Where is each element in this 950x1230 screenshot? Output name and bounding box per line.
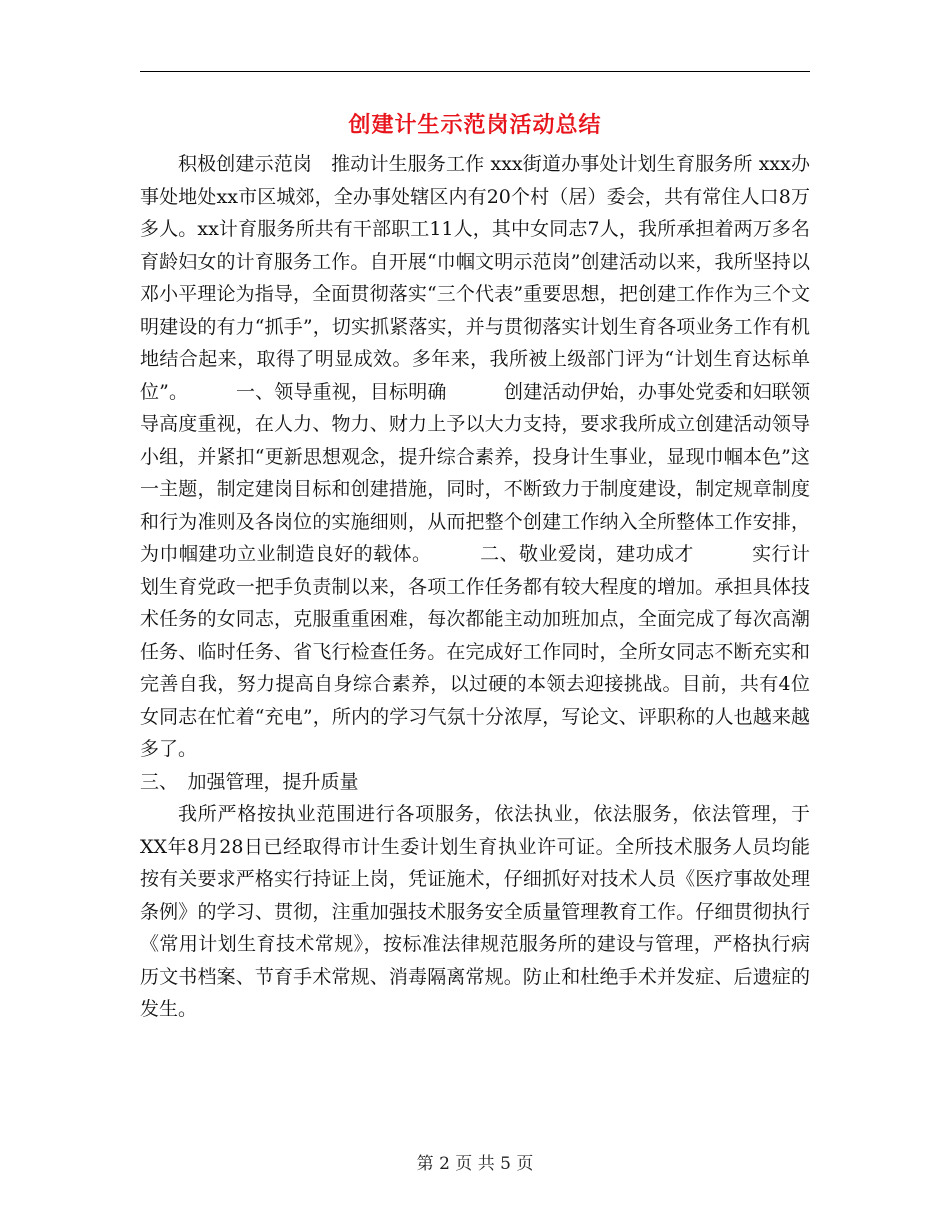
body-paragraph-1: 积极创建示范岗 推动计生服务工作 xxx街道办事处计划生育服务所 xxx办事处地处xx市区城郊，全办事处辖区内有20个村（居）委会，共有常住人口8万多人。xx计育服务所共有干部职工11人，其中女同志7人，我所承担着两万多名育龄妇女的计育服务工作。自开展“巾帼文明示范岗”创建活动以来，我所坚持以邓小平理论为指导，全面贯彻落实“三个代表”重要思想，把创建工作作为三个文明建设的有力“抓手”，切实抓紧落实，并与贯彻落实计划生育各项业务工作有机地结合起来，取得了明显成效。多年来，我所被上级部门评为“计划生育达标单位”。 一、领导重视，目标明确 创建活动伊始，办事处党委和妇联领导高度重视，在人力、物力、财力上予以大力支持，要求我所成立创建活动领导小组，并紧扣“更新思想观念，提升综合素养，投身计生事业，显现巾帼本色”这一主题，制定建岗目标和创建措施，同时，不断致力于制度建设，制定规章制度和行为准则及各岗位的实施细则，从而把整个创建工作纳入全所整体工作安排，为巾帼建功立业制造良好的载体。 二、敬业爱岗，建功成才 实行计划生育党政一把手负责制以来，各项工作任务都有较大程度的增加。承担具体技术任务的女同志，克服重重困难，每次都能主动加班加点，全面完成了每次高潮任务、临时任务、省飞行检查任务。在完成好工作同时，全所女同志不断充实和完善自我，努力提高自身综合素养，以过硬的本领去迎接挑战。目前，共有4位女同志在忙着“充电”，所内的学习气氛十分浓厚，写论文、评职称的人也越来越多了。 [140, 153, 810, 760]
page-number-footer: 第 2 页 共 5 页 [416, 1154, 534, 1174]
document-title: 创建计生示范岗活动总结 [348, 112, 602, 138]
header-rule [140, 71, 810, 72]
body-paragraph-2: 我所严格按执业范围进行各项服务，依法执业，依法服务，依法管理，于XX年8月28日已经取得市计生委计划生育执业许可证。全所技术服务人员均能按有关要求严格实行持证上岗，凭证施术，仔细抓好对技术人员《医疗事故处理条例》的学习、贯彻，注重加强技术服务安全质量管理教育工作。仔细贯彻执行《常用计划生育技术常规》，按标准法律规范服务所的建设与管理，严格执行病历文书档案、节育手术常规、消毒隔离常规。防止和杜绝手术并发症、后遗症的发生。 [140, 803, 810, 1020]
document-body [140, 148, 810, 1026]
section-heading-3: 三、 加强管理，提升质量 [140, 770, 359, 793]
